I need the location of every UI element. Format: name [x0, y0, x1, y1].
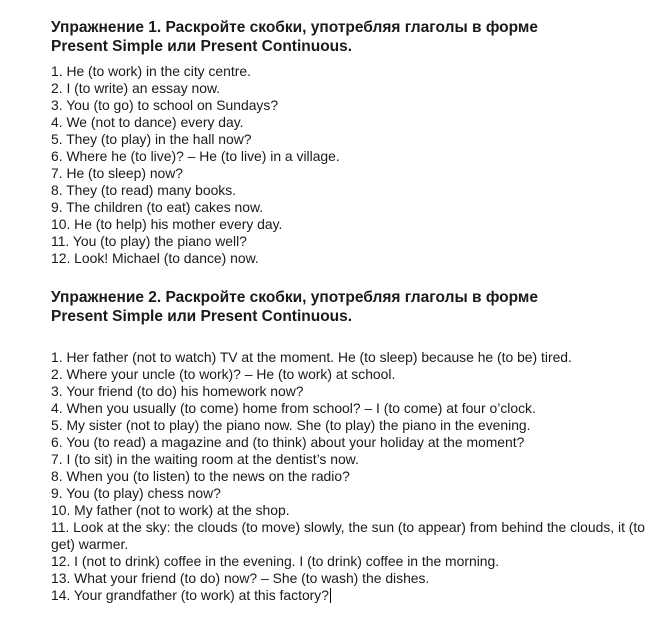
exercise-1-item: 3. You (to go) to school on Sundays?: [51, 97, 279, 113]
exercise-1-item: 10. He (to help) his mother every day.: [51, 216, 283, 232]
exercise-2-item: 7. I (to sit) in the waiting room at the dentist’s now.: [51, 451, 359, 467]
exercise-2-list: [51, 349, 651, 604]
exercise-1-item: 8. They (to read) many books.: [51, 182, 237, 198]
text-cursor: [330, 588, 331, 603]
exercise-1-item: 1. He (to work) in the city centre.: [51, 63, 251, 79]
exercise-2-item: 12. I (not to drink) coffee in the evening. I (to drink) coffee in the morning.: [51, 553, 500, 569]
exercise-1-item: 2. I (to write) an essay now.: [51, 80, 221, 96]
exercise-2-item: 5. My sister (not to play) the piano now. She (to play) the piano in the evening.: [51, 417, 531, 433]
exercise-1-item: 9. The children (to eat) cakes now.: [51, 199, 264, 215]
exercise-2-item: 13. What your friend (to do) now? – She (to wash) the dishes.: [51, 570, 430, 586]
exercise-1-item: 4. We (not to dance) every day.: [51, 114, 244, 130]
exercise-2-item: 10. My father (not to work) at the shop.: [51, 502, 290, 518]
exercise-1-heading: [51, 18, 651, 56]
exercise-1-item: 11. You (to play) the piano well?: [51, 233, 247, 249]
exercise-2-item[interactable]: [51, 587, 651, 604]
exercise-2-item-text: 14. Your grandfather (to work) at this factory?: [51, 587, 329, 603]
exercise-2-item: 6. You (to read) a magazine and (to think) about your holiday at the moment?: [51, 434, 525, 450]
exercise-2-item: 2. Where your uncle (to work)? – He (to work) at school.: [51, 366, 396, 382]
exercise-2-item: 3. Your friend (to do) his homework now?: [51, 383, 304, 399]
exercise-1-item: 7. He (to sleep) now?: [51, 165, 184, 181]
exercise-1-list: [51, 63, 651, 267]
exercise-1-heading-line-1: Упражнение 1. Раскройте скобки, употребляя глаголы в форме: [51, 19, 538, 36]
exercise-2-heading-line-2: Present Simple или Present Continuous.: [51, 308, 353, 325]
exercise-2-item: 8. When you (to listen) to the news on the radio?: [51, 468, 350, 484]
exercise-2-item: 11. Look at the sky: the clouds (to move) slowly, the sun (to appear) from behind the clouds, it (to get) warmer.: [51, 519, 645, 552]
exercise-2-heading-line-1: Упражнение 2. Раскройте скобки, употребляя глаголы в форме: [51, 289, 538, 306]
exercise-1-item: 5. They (to play) in the hall now?: [51, 131, 252, 147]
exercise-2-item: 1. Her father (not to watch) TV at the moment. He (to sleep) because he (to be) tired.: [51, 349, 572, 365]
exercise-2-heading: [51, 288, 651, 326]
exercise-1-item: 12. Look! Michael (to dance) now.: [51, 250, 259, 266]
exercise-2-item: 4. When you usually (to come) home from school? – I (to come) at four o’clock.: [51, 400, 536, 416]
exercise-2-item: 9. You (to play) chess now?: [51, 485, 221, 501]
document-page: [51, 18, 651, 604]
exercise-1-heading-line-2: Present Simple или Present Continuous.: [51, 38, 353, 55]
exercise-1-item: 6. Where he (to live)? – He (to live) in a village.: [51, 148, 340, 164]
